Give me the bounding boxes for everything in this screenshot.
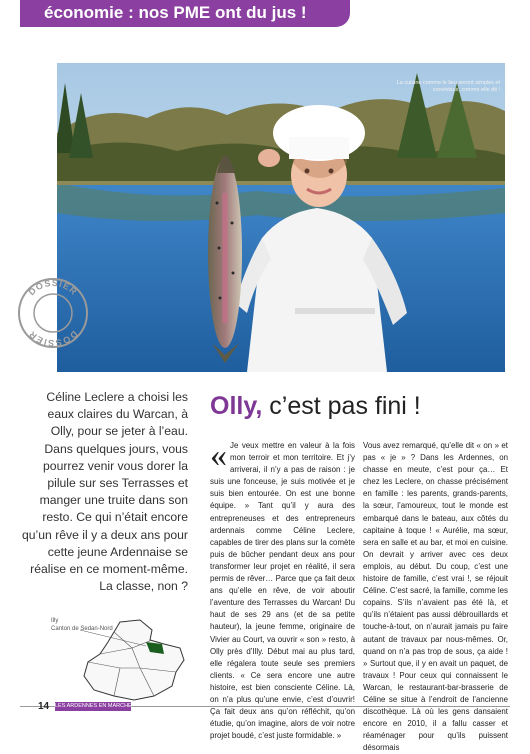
article-title-rest: c’est pas fini !: [262, 392, 421, 420]
article-column-1: [210, 437, 355, 742]
intro-text: [22, 389, 188, 595]
page-number: 14: [38, 701, 50, 712]
article-paragraph: Vous avez remarqué, qu’elle dit « on » et pas « je » ? Dans les Ardennes, on chasse en meute, c’est pour ça… Et chez les Leclere, on chasse précisément en famille : les parents, grands-parents, la sœur, l’amoureux, tout le monde est embarqué dans le bateau, aux côtés du capitaine à toque ! « Aurélie, ma sœur, sera en salle et au bar, et moi en cuisine. On devrait y arriver avec ces deux emplois, au début. Du coup, c’est une histoire de famille, c’est vrai !, se réjouit Céline. C’est sacré, la famille, comme les copains. S’ils n’avaient pas été là, et qu’ils n’étaient pas aussi débrouillards et touche-à-tout, on n’aurait jamais pu faire autant de travaux par nous-mêmes. Or, quand on n’a pas trop de sous, ça aide ! » Surtout que, il y en avait un paquet, de travaux ! Pour ceux qui connaissent le Warcan, le restaurant-bar-brasserie de Céline se situe à l’endroit de l’ancienne discothèque. Là où les gens dansaient encore en 2010, il a fallu casser et réaménager pour qu’ils puissent désormais: [363, 441, 508, 753]
section-title: économie : nos PME ont du jus !: [44, 3, 307, 22]
opening-quote-mark: «: [210, 437, 227, 474]
footer-tab: [55, 702, 131, 711]
map-canton: Canton de Sedan-Nord: [51, 626, 113, 632]
ardennes-map: [80, 618, 188, 702]
article-title: [210, 392, 421, 421]
article-paragraph: Je veux mettre en valeur à la fois mon terroir et mon territoire. Et j’y arriverai, il n’y a pas de raison : je suis une fonceuse, je suis motivée et je suis bien entourée. On est une bonne équipe. » Tant qu’il y aura des entrepreneuses et des entrepreneurs ardennais comme Céline Leclere, capables de tirer des plans sur la comète puis de bûcher pendant deux ans pour transformer leur projet en réalité, il sera permis de rêver… Parce que ça fait deux ans qu’elle en rêve, de voir aboutir l’aventure des Terrasses du Warcan! Du haut de ses 29 ans (et de sa petite hauteur), la jeune femme, originaire de Vivier au Court, va ouvrir « son » resto, à Olly près d’Illy. Début mai au plus tard, elle régalera toute seule ses premiers clients. « Ce sera encore une autre histoire, est bien consciente Céline. Là, on n’a plus qu’une envie, c’est d’ouvrir! Ça fait deux ans qu’on réfléchit, qu’on étudie, qu’on imagine, alors de voir notre projet boudé, c’est juste formidable. »: [210, 441, 355, 741]
article-title-accent: Olly,: [210, 392, 263, 420]
dossier-stamp-icon: [16, 276, 90, 350]
photo-caption: La cuisine comme le lieu seront simples et conviviaux, comme elle dit !: [396, 80, 500, 93]
photo-illustration: [57, 63, 505, 372]
intro-paragraph: Céline Leclere a choisi les eaux claires du Warcan, à Olly, pour se jeter à l’eau. Dans quelques jours, vous pourrez venir vous dorer la pilule sur ses Terrasses et manger une truite dans son resto. Ce qui n’était encore qu’un rêve il y a deux ans pour cette jeune Ardennaise se réalise en ce moment-même. La classe, non ?: [22, 390, 188, 594]
magazine-name: LES ARDENNES EN MARCHE: [55, 703, 132, 709]
map-place: Illy: [51, 618, 59, 624]
stamp-word-top: DOSSIER: [26, 277, 80, 298]
stamp-word-bottom: DOSSIER: [26, 328, 80, 349]
hero-photo: [57, 63, 505, 372]
